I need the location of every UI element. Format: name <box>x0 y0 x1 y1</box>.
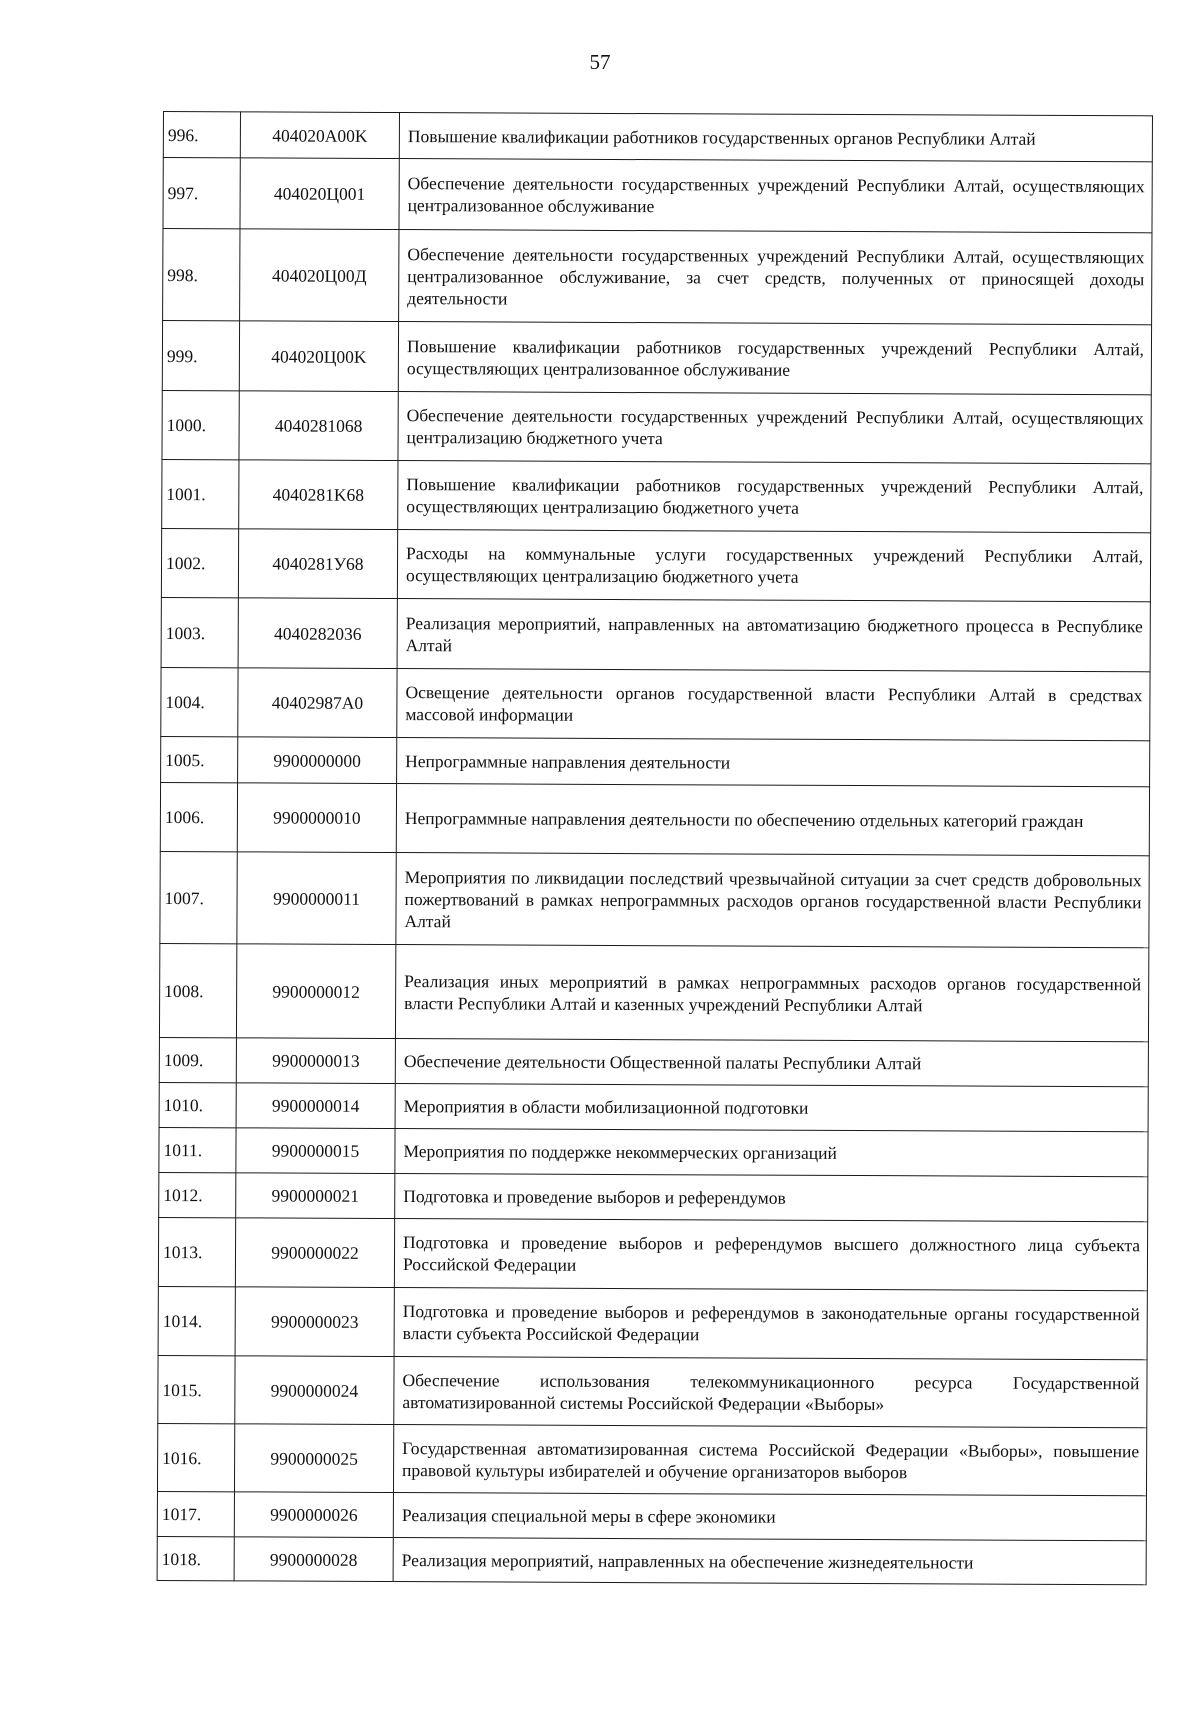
row-number-cell: 1011. <box>159 1127 236 1172</box>
table-row <box>163 112 1152 162</box>
budget-code-cell: 404020A00K <box>240 112 399 159</box>
expense-name-cell: Повышение квалификации работников государственных учреждений Республики Алтай, осуществляющих централизацию бюджетного учета <box>398 461 1151 533</box>
row-number-cell: 1001. <box>162 459 239 528</box>
expense-name-cell: Непрограммные направления деятельности по обеспечению отдельных категорий граждан <box>396 784 1149 856</box>
expense-name-cell: Реализация специальной меры в сфере экономики <box>393 1493 1146 1541</box>
budget-code-cell: 9900000023 <box>235 1287 394 1357</box>
expense-name-cell: Мероприятия в области мобилизационной подготовки <box>395 1084 1148 1132</box>
row-number-cell: 1012. <box>159 1172 236 1217</box>
row-number-cell: 1006. <box>160 782 237 851</box>
table-row <box>159 1127 1148 1176</box>
table-row <box>161 667 1150 740</box>
table-row <box>161 597 1150 671</box>
expense-name-cell: Реализация мероприятий, направленных на автоматизацию бюджетного процесса в Республике Алтай <box>397 599 1150 672</box>
row-number-cell: 1013. <box>158 1217 235 1286</box>
expense-name-cell: Освещение деятельности органов государственной власти Республики Алтай в средствах массовой информации <box>397 669 1150 741</box>
row-number-cell: 996. <box>163 112 240 158</box>
budget-code-cell: 9900000028 <box>234 1537 393 1582</box>
table-row <box>158 1217 1147 1290</box>
expense-name-cell: Обеспечение деятельности государственных учреждений Республики Алтай, осуществляющих централизованное обслуживание, за счет средств, полученных от приносящей доходы деятельности <box>399 230 1152 325</box>
budget-code-cell: 9900000026 <box>234 1492 393 1538</box>
expense-name-cell: Обеспечение деятельности Общественной палаты Республики Алтай <box>395 1039 1148 1087</box>
budget-code-cell: 9900000022 <box>235 1218 394 1288</box>
table-row <box>159 943 1148 1041</box>
table-row <box>159 1037 1148 1086</box>
table-row <box>159 1082 1148 1131</box>
table-row <box>157 1491 1146 1540</box>
budget-code-cell: 9900000010 <box>237 783 396 853</box>
expense-name-cell: Подготовка и проведение выборов и референдумов высшего должностного лица субъекта Российской Федерации <box>394 1219 1147 1291</box>
expense-name-cell: Подготовка и проведение выборов и референдумов <box>395 1174 1148 1222</box>
budget-code-cell: 9900000021 <box>236 1173 395 1219</box>
row-number-cell: 997. <box>163 158 240 229</box>
table-row <box>162 459 1151 532</box>
page-number: 57 <box>589 50 611 74</box>
row-number-cell: 1003. <box>161 597 238 667</box>
expense-name-cell: Подготовка и проведение выборов и референдумов в законодательные органы государственной власти субъекта Российской Федерации <box>394 1288 1147 1360</box>
budget-code-cell: 404020Ц00Д <box>240 229 399 322</box>
budget-code-cell: 9900000014 <box>236 1083 395 1129</box>
row-number-cell: 1009. <box>159 1037 236 1082</box>
budget-code-cell: 9900000024 <box>235 1356 394 1425</box>
table-row <box>161 736 1150 786</box>
row-number-cell: 1014. <box>158 1286 235 1355</box>
expense-name-cell: Реализация мероприятий, направленных на обеспечение жизнедеятельности <box>393 1538 1146 1585</box>
table-row <box>162 321 1151 395</box>
budget-code-cell: 9900000000 <box>238 737 397 784</box>
table-row <box>158 1355 1147 1427</box>
row-number-cell: 1015. <box>158 1355 235 1423</box>
row-number-cell: 1002. <box>161 528 238 597</box>
row-number-cell: 1004. <box>161 667 238 736</box>
expense-name-cell: Мероприятия по поддержке некоммерческих организаций <box>395 1129 1148 1177</box>
expense-name-cell: Мероприятия по ликвидации последствий чрезвычайной ситуации за счет средств добровольных пожертвований в рамках непрограммных расходов органов государственной власти Республики Алтай <box>396 853 1149 948</box>
expense-name-cell: Расходы на коммунальные услуги государственных учреждений Республики Алтай, осуществляющих централизацию бюджетного учета <box>397 530 1150 602</box>
row-number-cell: 1008. <box>159 943 236 1037</box>
budget-code-cell: 404020Ц001 <box>240 158 399 230</box>
expense-name-cell: Обеспечение использования телекоммуникационного ресурса Государственной автоматизированной системы Российской Федерации «Выборы» <box>394 1357 1147 1428</box>
budget-code-cell: 4040281K68 <box>239 460 398 530</box>
table-row <box>157 1423 1146 1495</box>
table-row <box>160 851 1149 947</box>
row-number-cell: 1007. <box>160 851 237 943</box>
table-body <box>157 112 1152 1585</box>
table-row <box>162 390 1151 463</box>
row-number-cell: 1018. <box>157 1536 234 1580</box>
budget-code-cell: 40402987A0 <box>238 668 397 738</box>
budget-code-cell: 9900000012 <box>236 944 395 1039</box>
row-number-cell: 1005. <box>161 736 238 782</box>
budget-code-cell: 4040281068 <box>239 391 398 461</box>
expense-name-cell: Обеспечение деятельности государственных учреждений Республики Алтай, осуществляющих централизованное обслуживание <box>399 159 1152 233</box>
expense-name-cell: Реализация иных мероприятий в рамках непрограммных расходов органов государственной власти Республики Алтай и казенных учреждений Республики Алтай <box>395 945 1148 1042</box>
table-row <box>157 1536 1146 1584</box>
row-number-cell: 1000. <box>162 390 239 459</box>
row-number-cell: 998. <box>163 229 240 321</box>
row-number-cell: 1010. <box>159 1082 236 1127</box>
budget-code-cell: 9900000011 <box>237 852 396 945</box>
row-number-cell: 999. <box>162 321 239 391</box>
expense-name-cell: Повышение квалификации работников государственных органов Республики Алтай <box>399 113 1152 162</box>
budget-code-cell: 4040281У68 <box>238 529 397 599</box>
row-number-cell: 1017. <box>157 1491 234 1536</box>
budget-code-cell: 9900000025 <box>234 1424 393 1493</box>
expense-name-cell: Непрограммные направления деятельности <box>397 738 1150 787</box>
budget-code-cell: 4040282036 <box>238 598 397 669</box>
table-row <box>163 158 1152 233</box>
table-row <box>161 528 1150 601</box>
table-row <box>159 1172 1148 1221</box>
budget-code-cell: 9900000013 <box>236 1038 395 1084</box>
expense-name-cell: Обеспечение деятельности государственных учреждений Республики Алтай, осуществляющих централизацию бюджетного учета <box>398 392 1151 464</box>
budget-code-cell: 404020Ц00K <box>239 321 398 392</box>
budget-codes-table <box>157 111 1153 1585</box>
table-row <box>163 229 1152 325</box>
table-row <box>160 782 1149 855</box>
budget-code-cell: 9900000015 <box>236 1128 395 1174</box>
expense-name-cell: Государственная автоматизированная система Российской Федерации «Выборы», повышение правовой культуры избирателей и обучение организаторов выборов <box>393 1425 1146 1496</box>
row-number-cell: 1016. <box>157 1423 234 1491</box>
expense-name-cell: Повышение квалификации работников государственных учреждений Республики Алтай, осуществляющих централизованное обслуживание <box>398 322 1151 395</box>
table-row <box>158 1286 1147 1359</box>
